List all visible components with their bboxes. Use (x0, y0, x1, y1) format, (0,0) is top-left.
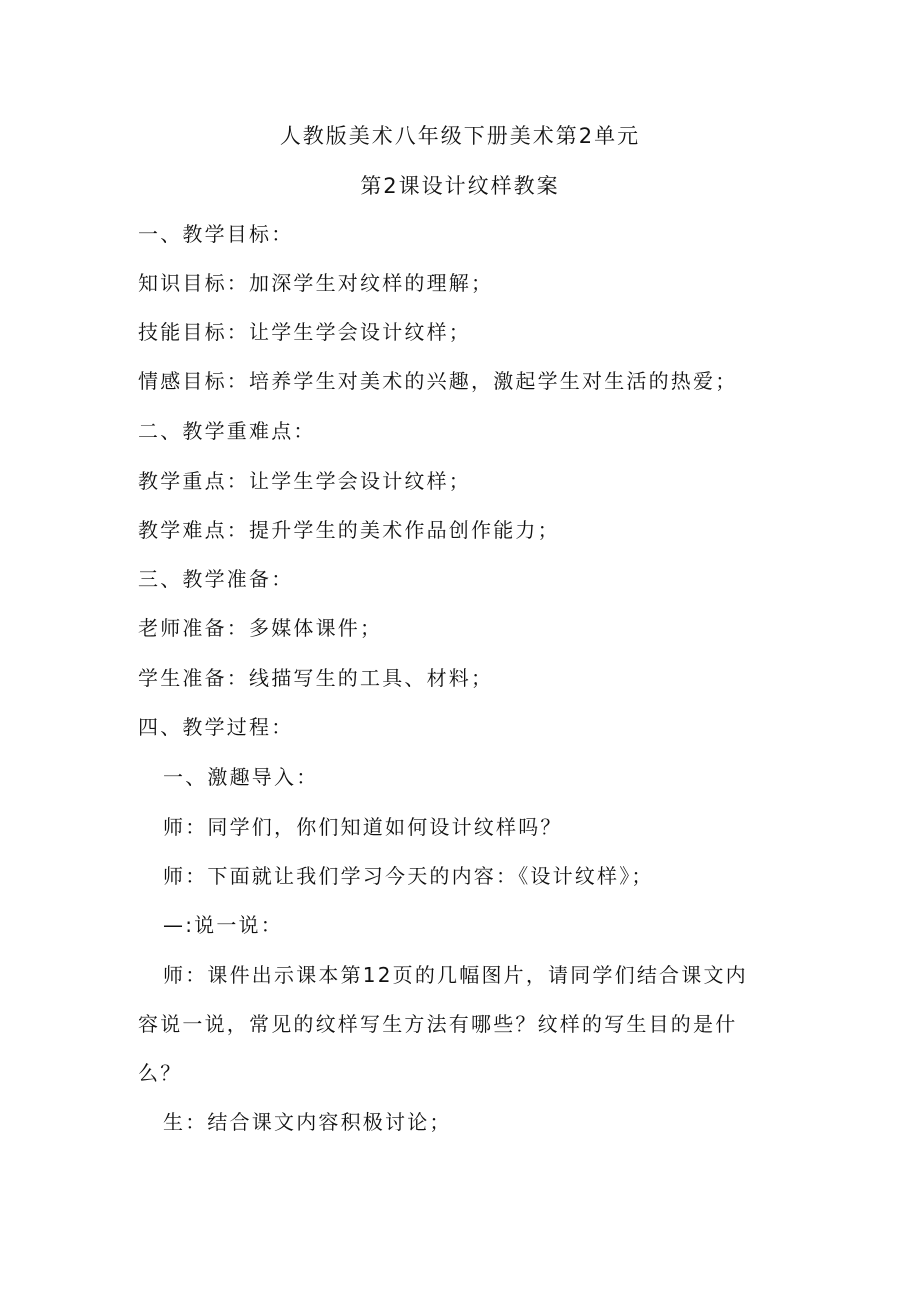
paragraph-teacher-courseware-end: 么？ (138, 1061, 183, 1085)
subsection-heading-intro: 一、激趣导入： (163, 765, 319, 789)
paragraph-teacher-question: 师：同学们，你们知道如何设计纹样吗？ (163, 815, 563, 839)
paragraph-teacher-courseware: 师：课件出示课本第12页的几幅图片，请同学们结合课文内 (163, 963, 748, 987)
paragraph-teacher-topic: 师：下面就让我们学习今天的内容：《设计纹样》； (163, 864, 654, 888)
section-heading-key-points: 二、教学重难点： (138, 419, 316, 443)
document-title: 人教版美术八年级下册美术第2单元 (279, 124, 641, 148)
paragraph-skill-goal: 技能目标：让学生学会设计纹样； (138, 320, 471, 344)
paragraph-difficult-point: 教学难点：提升学生的美术作品创作能力； (138, 518, 560, 542)
paragraph-teacher-prep: 老师准备：多媒体课件； (138, 616, 383, 640)
section-heading-preparation: 三、教学准备： (138, 567, 294, 591)
paragraph-knowledge-goal: 知识目标：加深学生对纹样的理解； (138, 271, 494, 295)
section-heading-objectives: 一、教学目标： (138, 222, 294, 246)
subsection-heading-discuss: —:说一说： (163, 913, 283, 937)
paragraph-teacher-courseware-cont: 容说一说，常见的纹样写生方法有哪些？纹样的写生目的是什 (138, 1012, 738, 1036)
document-subtitle: 第2课设计纹样教案 (360, 174, 560, 198)
paragraph-student-discussion: 生：结合课文内容积极讨论； (163, 1110, 452, 1134)
paragraph-student-prep: 学生准备：线描写生的工具、材料； (138, 666, 494, 690)
paragraph-emotion-goal: 情感目标：培养学生对美术的兴趣，激起学生对生活的热爱； (138, 369, 738, 393)
section-heading-process: 四、教学过程： (138, 715, 294, 739)
paragraph-key-point: 教学重点：让学生学会设计纹样； (138, 469, 471, 493)
